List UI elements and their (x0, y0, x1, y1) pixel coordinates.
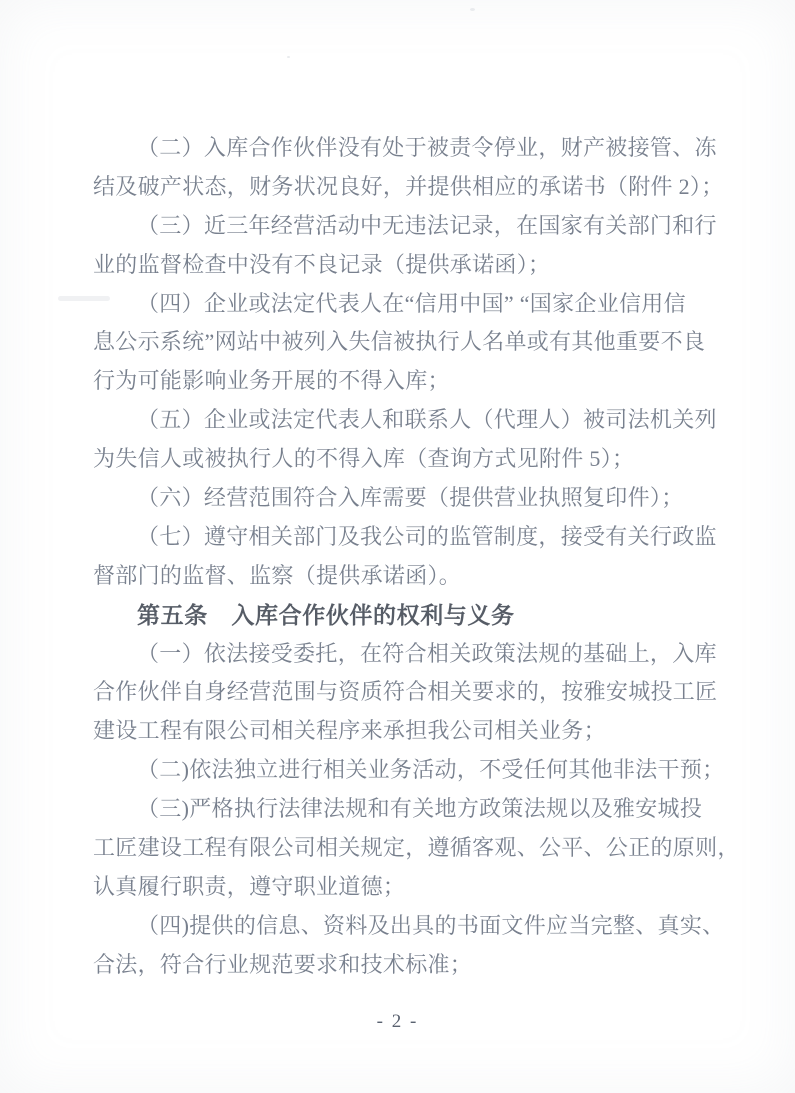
text-line: （六）经营范围符合入库需要（提供营业执照复印件）； (137, 485, 684, 511)
document-body (93, 129, 740, 985)
text-line: （二)依法独立进行相关业务活动，不受任何其他非法干预； (137, 757, 725, 783)
text-line: 为失信人或被执行人的不得入库（查询方式见附件 5）； (93, 446, 635, 472)
scan-artifact (58, 296, 110, 301)
scan-artifact (287, 56, 290, 58)
page-number: - 2 - (376, 1011, 419, 1032)
text-line: 合作伙伴自身经营范围与资质符合相关要求的，按雅安城投工匠 (93, 679, 718, 705)
text-line: （七）遵守相关部门及我公司的监管制度，接受有关行政监 (137, 523, 717, 549)
text-line: （一）依法接受委托，在符合相关政策法规的基础上，入库 (137, 640, 717, 666)
text-line: 业的监督检查中没有不良记录（提供承诺函）； (93, 251, 551, 277)
text-line: 认真履行职责，遵守职业道德； (93, 873, 406, 899)
text-line: 督部门的监督、监察（提供承诺函）。 (93, 562, 462, 588)
text-line: （三)严格执行法律法规和有关地方政策法规以及雅安城投 (137, 796, 703, 822)
text-line: 合法，符合行业规范要求和技术标准； (93, 951, 473, 977)
section-heading: 第五条 入库合作伙伴的权利与义务 (137, 601, 515, 628)
text-line: 建设工程有限公司相关程序来承担我公司相关业务； (93, 718, 606, 744)
text-line: 息公示系统”网站中被列入失信被执行人名单或有其他重要不良 (93, 329, 706, 355)
text-line: （五）企业或法定代表人和联系人（代理人）被司法机关列 (137, 407, 717, 433)
scan-artifact (470, 8, 475, 11)
text-line: （二）入库合作伙伴没有处于被责令停业，财产被接管、冻 (137, 135, 717, 160)
text-line: 行为可能影响业务开展的不得入库； (93, 368, 450, 394)
text-line: （四)提供的信息、资料及出具的书面文件应当完整、真实、 (137, 912, 725, 938)
text-line: （四）企业或法定代表人在“信用中国” “国家企业信用信 (137, 290, 686, 316)
text-line: （三）近三年经营活动中无违法记录，在国家有关部门和行 (137, 212, 717, 238)
text-line: 工匠建设工程有限公司相关规定，遵循客观、公平、公正的原则， (93, 835, 740, 861)
text-line: 结及破产状态，财务状况良好，并提供相应的承诺书（附件 2）； (93, 173, 724, 199)
